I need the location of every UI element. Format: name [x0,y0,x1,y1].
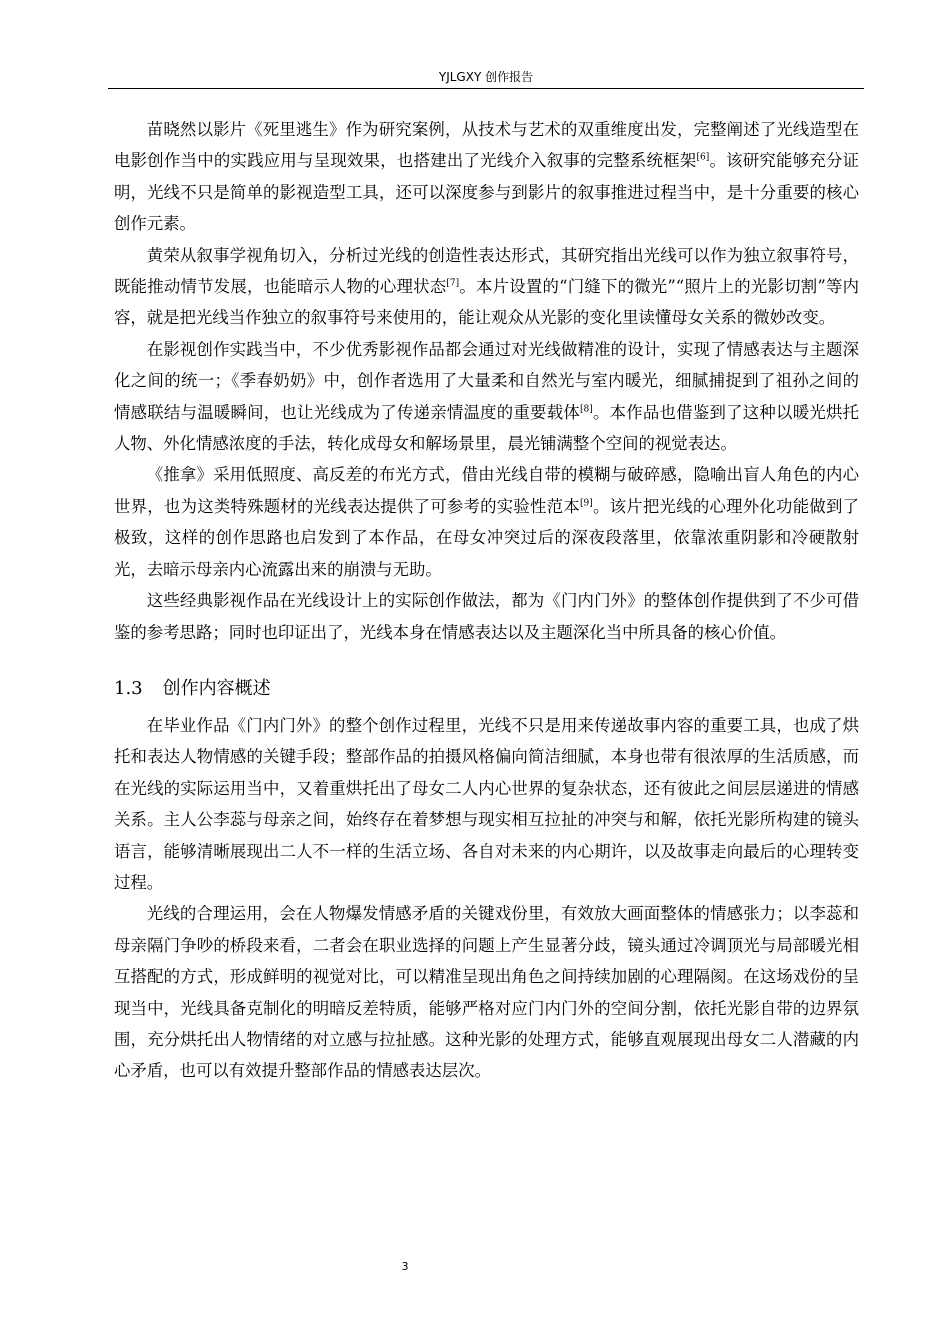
document-body [114,114,859,1087]
citation-6: [6] [696,152,710,163]
section-number: 1.3 [114,677,143,699]
section-paragraph-2: 光线的合理运用，会在人物爆发情感矛盾的关键戏份里，有效放大画面整体的情感张力；以李蕊和母亲隔门争吵的桥段来看，二者会在职业选择的问题上产生显著分歧，镜头通过冷调顶光与局部暖光相互搭配的方式，形成鲜明的视觉对比，可以精准呈现出角色之间持续加剧的心理隔阂。在这场戏份的呈现当中，光线具备克制化的明暗反差特质，能够严格对应门内门外的空间分割，依托光影自带的边界氛围，充分烘托出人物情绪的对立感与拉扯感。这种光影的处理方式，能够直观展现出母女二人潜藏的内心矛盾，也可以有效提升整部作品的情感表达层次。 [114,904,859,1081]
section-paragraph-1: 在毕业作品《门内门外》的整个创作过程里，光线不只是用来传递故事内容的重要工具，也成了烘托和表达人物情感的关键手段；整部作品的拍摄风格偏向简洁细腻，本身也带有很浓厚的生活质感，而在光线的实际运用当中，又着重烘托出了母女二人内心世界的复杂状态，还有彼此之间层层递进的情感关系。主人公李蕊与母亲之间，始终存在着梦想与现实相互拉扯的冲突与和解，依托光影所构建的镜头语言，能够清晰展现出二人不一样的生活立场、各自对未来的内心期许，以及故事走向最后的心理转变过程。 [114,715,859,892]
paragraph-2: 黄荣从叙事学视角切入，分析过光线的创造性表达形式，其研究指出光线可以作为独立叙事符号，既能推动情节发展，也能暗示人物的心理状态[7]。本片设置的“门缝下的微光”“照片上的光影切割”等内容，就是把光线当作独立的叙事符号来使用的，能让观众从光影的变化里读懂母女关系的微妙改变。 [114,245,859,328]
paragraph-5: 这些经典影视作品在光线设计上的实际创作做法，都为《门内门外》的整体创作提供到了不少可借鉴的参考思路；同时也印证出了，光线本身在情感表达以及主题深化当中所具备的核心价值。 [114,591,859,642]
paragraph-4: 《推拿》采用低照度、高反差的布光方式，借由光线自带的模糊与破碎感，隐喻出盲人角色的内心世界，也为这类特殊题材的光线表达提供了可参考的实验性范本[9]。该片把光线的心理外化功能做到了极致，这样的创作思路也启发到了本作品，在母女冲突过后的深夜段落里，依靠浓重阴影和冷硬散射光，去暗示母亲内心流露出来的崩溃与无助。 [114,465,860,579]
citation-9: [9] [579,498,593,509]
citation-8: [8] [579,404,593,415]
page-number: 3 [401,1260,409,1273]
section-title: 创作内容概述 [162,677,271,699]
citation-7: [7] [446,278,460,289]
paragraph-1: 苗晓然以影片《死里逃生》作为研究案例，从技术与艺术的双重维度出发，完整阐述了光线造型在电影创作当中的实践应用与呈现效果，也搭建出了光线介入叙事的完整系统框架[6]。该研究能够充分证明，光线不只是简单的影视造型工具，还可以深度参与到影片的叙事推进过程当中，是十分重要的核心创作元素。 [114,120,860,234]
paragraph-3: 在影视创作实践当中，不少优秀影视作品都会通过对光线做精准的设计，实现了情感表达与主题深化之间的统一；《季春奶奶》中，创作者选用了大量柔和自然光与室内暖光，细腻捕捉到了祖孙之间的情感联结与温暖瞬间，也让光线成为了传递亲情温度的重要载体[8]。本作品也借鉴到了这种以暖光烘托人物、外化情感浓度的手法，转化成母女和解场景里，晨光铺满整个空间的视觉表达。 [114,339,860,454]
section-heading [114,674,859,704]
page-header: YJLGXY 创作报告 [108,66,864,89]
